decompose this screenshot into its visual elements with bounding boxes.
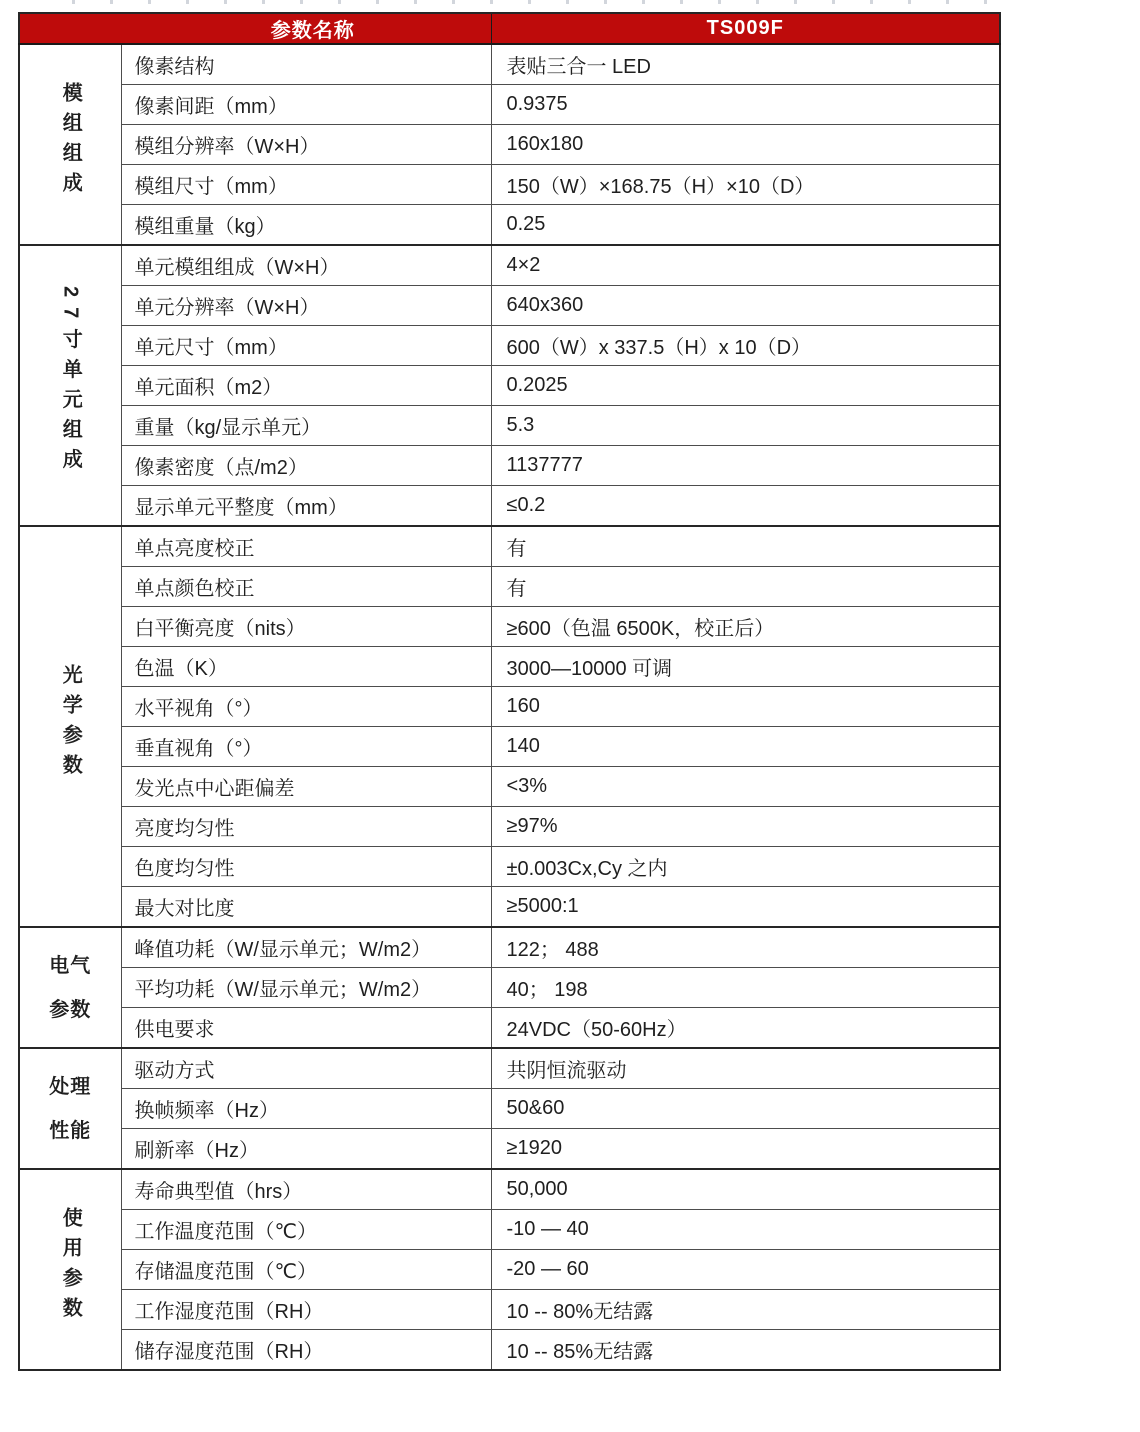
param-cell: 显示单元平整度（mm） (121, 486, 491, 527)
value-cell: 150（W）×168.75（H）×10（D） (491, 165, 1000, 205)
table-row (19, 727, 1000, 767)
param-cell: 模组分辨率（W×H） (121, 125, 491, 165)
value-cell: 10 -- 80%无结露 (491, 1290, 1000, 1330)
table-row (19, 326, 1000, 366)
table-row (19, 526, 1000, 567)
table-row (19, 205, 1000, 246)
value-cell: ≥600（色温 6500K，校正后） (491, 607, 1000, 647)
value-cell: ≥97% (491, 807, 1000, 847)
param-cell: 像素结构 (121, 44, 491, 85)
param-cell: 模组重量（kg） (121, 205, 491, 246)
table-row (19, 1210, 1000, 1250)
value-cell: 5.3 (491, 406, 1000, 446)
table-row (19, 1250, 1000, 1290)
param-cell: 单元模组组成（W×H） (121, 245, 491, 286)
table-row (19, 85, 1000, 125)
param-cell: 单点亮度校正 (121, 526, 491, 567)
value-cell: 1137777 (491, 446, 1000, 486)
value-cell: ≤0.2 (491, 486, 1000, 527)
param-cell: 平均功耗（W/显示单元；W/m2） (121, 968, 491, 1008)
table-row (19, 1048, 1000, 1089)
param-cell: 刷新率（Hz） (121, 1129, 491, 1170)
value-cell: 122； 488 (491, 927, 1000, 968)
value-cell: 640x360 (491, 286, 1000, 326)
table-row (19, 567, 1000, 607)
table-row (19, 125, 1000, 165)
value-cell: 3000—10000 可调 (491, 647, 1000, 687)
value-cell: ±0.003Cx,Cy 之内 (491, 847, 1000, 887)
param-cell: 单元面积（m2） (121, 366, 491, 406)
table-row (19, 486, 1000, 527)
table-row (19, 1290, 1000, 1330)
header-param-name (19, 13, 491, 44)
table-row (19, 406, 1000, 446)
table-row (19, 366, 1000, 406)
table-row (19, 647, 1000, 687)
value-cell: ≥5000:1 (491, 887, 1000, 928)
param-cell: 换帧频率（Hz） (121, 1089, 491, 1129)
spec-table (18, 12, 1001, 1371)
table-row (19, 44, 1000, 85)
value-cell: ≥1920 (491, 1129, 1000, 1170)
param-cell: 寿命典型值（hrs） (121, 1169, 491, 1210)
table-row (19, 1129, 1000, 1170)
table-row (19, 286, 1000, 326)
group-cell-module (19, 44, 121, 245)
param-cell: 工作湿度范围（RH） (121, 1290, 491, 1330)
value-cell: 160x180 (491, 125, 1000, 165)
group-label: 处理性能 (49, 1075, 92, 1142)
param-cell: 模组尺寸（mm） (121, 165, 491, 205)
table-row (19, 687, 1000, 727)
param-cell: 重量（kg/显示单元） (121, 406, 491, 446)
param-cell: 发光点中心距偏差 (121, 767, 491, 807)
value-cell: 4×2 (491, 245, 1000, 286)
table-row (19, 1089, 1000, 1129)
group-cell-unit (19, 245, 121, 526)
group-label: 使用参数 (59, 1206, 82, 1327)
table-row (19, 607, 1000, 647)
param-cell: 工作温度范围（℃） (121, 1210, 491, 1250)
table-row (19, 1008, 1000, 1049)
value-cell: 40； 198 (491, 968, 1000, 1008)
table-row (19, 807, 1000, 847)
value-cell: -10 — 40 (491, 1210, 1000, 1250)
value-cell: 50&60 (491, 1089, 1000, 1129)
param-cell: 像素密度（点/m2） (121, 446, 491, 486)
group-cell-processing (19, 1048, 121, 1169)
param-cell: 供电要求 (121, 1008, 491, 1049)
value-cell: -20 — 60 (491, 1250, 1000, 1290)
value-cell: 140 (491, 727, 1000, 767)
param-cell: 单元尺寸（mm） (121, 326, 491, 366)
group-cell-usage (19, 1169, 121, 1370)
value-cell: 表贴三合一 LED (491, 44, 1000, 85)
header-model-label: TS009F (706, 17, 784, 39)
param-cell: 单元分辨率（W×H） (121, 286, 491, 326)
value-cell: <3% (491, 767, 1000, 807)
table-row (19, 1330, 1000, 1371)
value-cell: 0.2025 (491, 366, 1000, 406)
group-label: 模组组成 (59, 81, 82, 202)
header-row (19, 13, 1000, 44)
param-cell: 储存湿度范围（RH） (121, 1330, 491, 1371)
param-cell: 峰值功耗（W/显示单元；W/m2） (121, 927, 491, 968)
param-cell: 白平衡亮度（nits） (121, 607, 491, 647)
value-cell: 有 (491, 526, 1000, 567)
cropped-text-remnant (56, 0, 1006, 4)
param-cell: 水平视角（°） (121, 687, 491, 727)
param-cell: 最大对比度 (121, 887, 491, 928)
value-cell: 160 (491, 687, 1000, 727)
value-cell: 0.9375 (491, 85, 1000, 125)
value-cell: 24VDC（50-60Hz） (491, 1008, 1000, 1049)
header-param-name-label: 参数名称 (270, 20, 355, 42)
table-row (19, 245, 1000, 286)
param-cell: 亮度均匀性 (121, 807, 491, 847)
value-cell: 0.25 (491, 205, 1000, 246)
value-cell: 有 (491, 567, 1000, 607)
param-cell: 垂直视角（°） (121, 727, 491, 767)
param-cell: 存储温度范围（℃） (121, 1250, 491, 1290)
param-cell: 驱动方式 (121, 1048, 491, 1089)
group-cell-electrical (19, 927, 121, 1048)
table-row (19, 927, 1000, 968)
param-cell: 像素间距（mm） (121, 85, 491, 125)
table-row (19, 847, 1000, 887)
value-cell: 50,000 (491, 1169, 1000, 1210)
value-cell: 600（W）x 337.5（H）x 10（D） (491, 326, 1000, 366)
table-row (19, 446, 1000, 486)
group-label: 光学参数 (59, 663, 82, 784)
table-row (19, 767, 1000, 807)
header-model (491, 13, 1000, 44)
param-cell: 色温（K） (121, 647, 491, 687)
value-cell: 共阴恒流驱动 (491, 1048, 1000, 1089)
group-cell-optical (19, 526, 121, 927)
table-row (19, 887, 1000, 928)
value-cell: 10 -- 85%无结露 (491, 1330, 1000, 1371)
group-label: 电气参数 (49, 954, 92, 1021)
param-cell: 单点颜色校正 (121, 567, 491, 607)
param-cell: 色度均匀性 (121, 847, 491, 887)
group-label: 27寸单元组成 (59, 286, 82, 479)
table-row (19, 165, 1000, 205)
table-row (19, 968, 1000, 1008)
table-row (19, 1169, 1000, 1210)
